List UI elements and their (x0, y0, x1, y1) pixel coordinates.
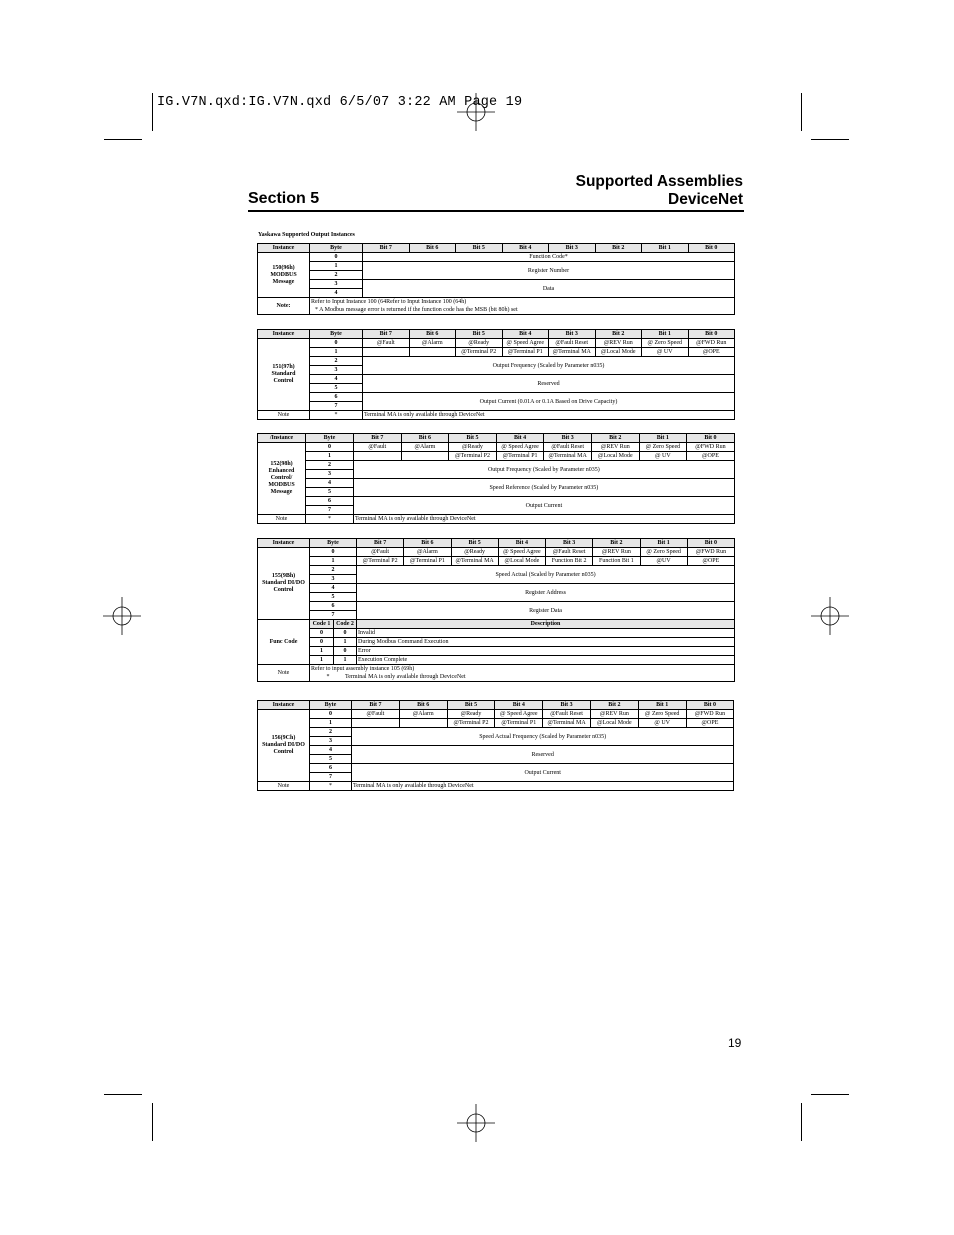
bit-cell: @ Zero Speed (638, 710, 686, 719)
output-frequency-cell: Output Frequency (Scaled by Parameter n035) (354, 461, 735, 479)
table-row (258, 584, 735, 593)
col-header: Bit 4 (498, 539, 545, 548)
registration-mark-icon (457, 1104, 495, 1142)
byte-cell: 5 (306, 488, 354, 497)
note-row (258, 515, 735, 524)
table-row (258, 497, 735, 506)
bit-cell: @Terminal MA (549, 348, 596, 357)
byte-cell: 3 (310, 737, 352, 746)
col-header: Bit 5 (449, 434, 497, 443)
table-row (258, 280, 735, 289)
note-star: * (306, 515, 354, 524)
description-cell: During Modbus Command Execution (357, 638, 735, 647)
col-header: Bit 0 (688, 244, 735, 253)
func-code-row (258, 656, 735, 665)
output-current-cell: Output Current (354, 497, 735, 515)
col-header: Bit 6 (409, 244, 456, 253)
col-header: Instance (258, 539, 310, 548)
byte-cell: 4 (310, 289, 363, 298)
col-header: /Instance (258, 434, 306, 443)
speed-actual-frequency-cell: Speed Actual Frequency (Scaled by Parameter n035) (352, 728, 734, 746)
bit-cell: @ Zero Speed (640, 548, 687, 557)
byte-cell: 1 (306, 452, 354, 461)
bit-cell: @REV Run (593, 548, 640, 557)
byte-cell: 1 (310, 719, 352, 728)
title-line-2: DeviceNet (668, 191, 743, 208)
byte-cell: 7 (310, 773, 352, 782)
reserved-cell: Reserved (352, 746, 734, 764)
section-label: Section 5 (248, 190, 320, 207)
bit-cell: @ Speed Agree (502, 339, 549, 348)
title-line-1: Supported Assemblies (575, 173, 743, 190)
note-text: Terminal MA is only available through DeviceNet (352, 782, 734, 791)
note-row (258, 411, 735, 420)
table-row (258, 557, 735, 566)
bit-cell: @Terminal MA (543, 719, 591, 728)
col-header: Bit 6 (401, 434, 449, 443)
col-header: Byte (310, 701, 352, 710)
table-caption: Yaskawa Supported Output Instances (258, 232, 355, 238)
byte-cell: 1 (310, 262, 363, 271)
col-header: Bit 1 (642, 244, 689, 253)
col-header: Bit 4 (495, 701, 543, 710)
byte-cell: 1 (310, 348, 363, 357)
note-label: Note: (258, 298, 310, 315)
data-cell: Data (363, 280, 735, 298)
bit-cell: @Alarm (401, 443, 449, 452)
instance-cell: 155(9Bh) Standard DI/DO Control (258, 548, 310, 620)
table-row (258, 253, 735, 262)
table-row (258, 602, 735, 611)
note-text: Terminal MA is only available through DeviceNet (363, 411, 735, 420)
table-header-row (258, 434, 735, 443)
func-code-row (258, 629, 735, 638)
note-star: * (310, 782, 352, 791)
col-header: Bit 3 (546, 539, 593, 548)
byte-cell: 5 (310, 384, 363, 393)
table-row (258, 728, 734, 737)
instance-151-table (257, 329, 735, 420)
byte-cell: 0 (310, 710, 352, 719)
bit-cell: @Terminal MA (544, 452, 592, 461)
note-row (258, 298, 735, 315)
instance-cell: 150(96h) MODBUS Message (258, 253, 310, 298)
func-code-header-row (258, 620, 735, 629)
col-header: Bit 7 (363, 244, 410, 253)
function-code-cell: Function Code* (363, 253, 735, 262)
table-row (258, 452, 735, 461)
bit-cell: @OPE (688, 348, 735, 357)
table-row (258, 764, 734, 773)
bit-cell (363, 348, 410, 357)
col-header: Bit 2 (595, 244, 642, 253)
bit-cell: @Fault (352, 710, 400, 719)
table-row (258, 746, 734, 755)
bit-cell: @ Zero Speed (642, 339, 689, 348)
bit-cell: @Terminal P1 (404, 557, 451, 566)
byte-cell: 0 (310, 548, 357, 557)
table-row (258, 479, 735, 488)
byte-cell: 4 (306, 479, 354, 488)
bit-cell: @Alarm (404, 548, 451, 557)
speed-reference-cell: Speed Reference (Scaled by Parameter n035) (354, 479, 735, 497)
speed-actual-cell: Speed Actual (Scaled by Parameter n035) (357, 566, 735, 584)
bit-cell: @Local Mode (591, 452, 639, 461)
bit-cell: @REV Run (590, 710, 638, 719)
byte-cell: 2 (310, 728, 352, 737)
bit-cell: @REV Run (595, 339, 642, 348)
instance-155-table (257, 538, 735, 682)
instance-150-table (257, 243, 735, 315)
func-code-row (258, 647, 735, 656)
byte-cell: 4 (310, 746, 352, 755)
byte-cell: 3 (306, 470, 354, 479)
page-number: 19 (728, 1036, 742, 1050)
func-code-row (258, 638, 735, 647)
note-row (258, 665, 735, 682)
note-star: * (310, 411, 363, 420)
bit-cell: @Fault (357, 548, 404, 557)
code-1-cell: 0 (310, 638, 334, 647)
byte-cell: 6 (310, 764, 352, 773)
crop-mark (104, 1094, 142, 1095)
description-cell: Execution Complete (357, 656, 735, 665)
bit-cell: @REV Run (591, 443, 639, 452)
table-header-row (258, 701, 734, 710)
bit-cell: @Terminal P2 (357, 557, 404, 566)
byte-cell: 3 (310, 366, 363, 375)
output-current-cell: Output Current (0.01A or 0.1A Based on Drive Capacity) (363, 393, 735, 411)
bit-cell: @ UV (639, 452, 687, 461)
reserved-cell: Reserved (363, 375, 735, 393)
output-frequency-cell: Output Frequency (Scaled by Parameter n035) (363, 357, 735, 375)
col-header: Bit 4 (502, 244, 549, 253)
table-header-row (258, 244, 735, 253)
bit-cell: @Terminal P2 (447, 719, 495, 728)
col-header: Bit 0 (688, 330, 735, 339)
bit-cell: Function Bit 2 (546, 557, 593, 566)
table-row (258, 375, 735, 384)
bit-cell: @Terminal P2 (449, 452, 497, 461)
code-2-cell: 1 (334, 656, 357, 665)
description-cell: Invalid (357, 629, 735, 638)
instance-cell: 156(9Ch) Standard DI/DO Control (258, 710, 310, 782)
note-line-2: * Terminal MA is only available through DeviceNet (326, 674, 466, 680)
bit-cell: @Fault (354, 443, 402, 452)
page-title (576, 173, 743, 209)
crop-mark (801, 1103, 802, 1141)
col-header: Instance (258, 701, 310, 710)
col-header: Bit 7 (357, 539, 404, 548)
register-data-cell: Register Data (357, 602, 735, 620)
note-row (258, 782, 734, 791)
table-row (258, 566, 735, 575)
bit-cell: @Terminal P1 (502, 348, 549, 357)
byte-cell: 0 (310, 339, 363, 348)
note-label: Note (258, 665, 310, 682)
col-header: Byte (306, 434, 354, 443)
byte-cell: 5 (310, 593, 357, 602)
crop-mark (811, 139, 849, 140)
registration-mark-icon (103, 597, 141, 635)
bit-cell: Function Bit 1 (593, 557, 640, 566)
col-header: Bit 2 (595, 330, 642, 339)
byte-cell: 7 (306, 506, 354, 515)
col-header: Bit 1 (642, 330, 689, 339)
bit-cell: @Ready (449, 443, 497, 452)
col-header: Bit 2 (593, 539, 640, 548)
crop-mark (152, 1103, 153, 1141)
bit-cell: @Terminal P1 (495, 719, 543, 728)
bit-cell: @Fault Reset (546, 548, 593, 557)
table-row (258, 461, 735, 470)
col-header: Instance (258, 244, 310, 253)
note-text: Refer to Input Instance 100 (64Refer to Input Instance 100 (64h) * A Modbus message error is returned if the function code has the MSB (bit 80h) set (310, 298, 735, 315)
col-header: Bit 4 (496, 434, 544, 443)
col-header: Bit 0 (687, 539, 734, 548)
bit-cell: @Fault Reset (544, 443, 592, 452)
table-row (258, 393, 735, 402)
output-current-cell: Output Current (352, 764, 734, 782)
bit-cell: @Ready (456, 339, 503, 348)
note-label: Note (258, 411, 310, 420)
code-1-header: Code 1 (310, 620, 334, 629)
bit-cell (352, 719, 400, 728)
byte-cell: 2 (310, 566, 357, 575)
instance-156-table (257, 700, 734, 791)
register-number-cell: Register Number (363, 262, 735, 280)
header-rule (248, 210, 744, 212)
bit-cell: @Ready (451, 548, 498, 557)
col-header: Bit 5 (456, 244, 503, 253)
byte-cell: 2 (310, 271, 363, 280)
bit-cell: @OPE (687, 557, 734, 566)
bit-cell: @ Speed Agree (495, 710, 543, 719)
bit-cell: @Local Mode (595, 348, 642, 357)
bit-cell: @OPE (687, 452, 735, 461)
col-header: Bit 4 (502, 330, 549, 339)
registration-mark-icon (811, 597, 849, 635)
col-header: Byte (310, 330, 363, 339)
note-label: Note (258, 782, 310, 791)
byte-cell: 6 (310, 602, 357, 611)
table-row (258, 548, 735, 557)
col-header: Bit 1 (638, 701, 686, 710)
bit-cell: @Terminal P1 (496, 452, 544, 461)
col-header: Bit 5 (451, 539, 498, 548)
col-header: Bit 7 (354, 434, 402, 443)
col-header: Bit 6 (399, 701, 447, 710)
col-header: Bit 1 (639, 434, 687, 443)
bit-cell (354, 452, 402, 461)
byte-cell: 6 (306, 497, 354, 506)
note-text: Refer to input assembly instance 105 (69h) * Terminal MA is only available through DeviceNet (310, 665, 735, 682)
instance-cell: 151(97h) Standard Control (258, 339, 310, 411)
col-header: Bit 0 (687, 434, 735, 443)
crop-mark (152, 93, 153, 131)
bit-cell: @ UV (642, 348, 689, 357)
bit-cell: @FWD Run (686, 710, 734, 719)
slug-line: IG.V7N.qxd:IG.V7N.qxd 6/5/07 3:22 AM Page 19 (157, 95, 523, 110)
bit-cell: @OPE (686, 719, 734, 728)
code-2-header: Code 2 (334, 620, 357, 629)
byte-cell: 2 (310, 357, 363, 366)
bit-cell: @FWD Run (687, 548, 734, 557)
bit-cell: @FWD Run (687, 443, 735, 452)
func-code-label: Func Code (258, 620, 310, 665)
col-header: Bit 7 (352, 701, 400, 710)
col-header: Bit 0 (686, 701, 734, 710)
description-header: Description (357, 620, 735, 629)
bit-cell: @ UV (638, 719, 686, 728)
code-1-cell: 0 (310, 629, 334, 638)
register-address-cell: Register Address (357, 584, 735, 602)
table-row (258, 348, 735, 357)
byte-cell: 3 (310, 575, 357, 584)
crop-mark (811, 1094, 849, 1095)
bit-cell: @ Speed Agree (498, 548, 545, 557)
col-header: Bit 6 (404, 539, 451, 548)
bit-cell: @FWD Run (688, 339, 735, 348)
col-header: Bit 3 (549, 244, 596, 253)
byte-cell: 7 (310, 611, 357, 620)
table-row (258, 443, 735, 452)
bit-cell: @UV (640, 557, 687, 566)
col-header: Bit 5 (456, 330, 503, 339)
byte-cell: 4 (310, 584, 357, 593)
bit-cell: @Alarm (399, 710, 447, 719)
col-header: Bit 2 (591, 434, 639, 443)
instance-cell: 152(98h) Enhanced Control/ MODBUS Message (258, 443, 306, 515)
col-header: Byte (310, 539, 357, 548)
col-header: Bit 5 (447, 701, 495, 710)
col-header: Bit 2 (590, 701, 638, 710)
bit-cell: @Terminal P2 (456, 348, 503, 357)
byte-cell: 3 (310, 280, 363, 289)
table-header-row (258, 330, 735, 339)
table-row (258, 719, 734, 728)
table-row (258, 710, 734, 719)
bit-cell: @ Zero Speed (639, 443, 687, 452)
byte-cell: 6 (310, 393, 363, 402)
registration-mark-icon (457, 93, 495, 131)
col-header: Bit 6 (409, 330, 456, 339)
byte-cell: 4 (310, 375, 363, 384)
bit-cell: @Fault Reset (549, 339, 596, 348)
crop-mark (104, 139, 142, 140)
byte-cell: 2 (306, 461, 354, 470)
byte-cell: 0 (310, 253, 363, 262)
note-text: Terminal MA is only available through DeviceNet (354, 515, 735, 524)
code-2-cell: 1 (334, 638, 357, 647)
byte-cell: 7 (310, 402, 363, 411)
byte-cell: 1 (310, 557, 357, 566)
code-2-cell: 0 (334, 647, 357, 656)
col-header: Bit 3 (543, 701, 591, 710)
code-1-cell: 1 (310, 647, 334, 656)
bit-cell: @Fault (363, 339, 410, 348)
bit-cell: @Ready (447, 710, 495, 719)
byte-cell: 5 (310, 755, 352, 764)
col-header: Bit 3 (549, 330, 596, 339)
table-row (258, 339, 735, 348)
description-cell: Error (357, 647, 735, 656)
table-row (258, 262, 735, 271)
col-header: Instance (258, 330, 310, 339)
col-header: Bit 3 (544, 434, 592, 443)
bit-cell: @Local Mode (590, 719, 638, 728)
bit-cell (401, 452, 449, 461)
byte-cell: 0 (306, 443, 354, 452)
table-header-row (258, 539, 735, 548)
bit-cell: @Local Mode (498, 557, 545, 566)
bit-cell (399, 719, 447, 728)
bit-cell (409, 348, 456, 357)
bit-cell: @Terminal MA (451, 557, 498, 566)
col-header: Bit 7 (363, 330, 410, 339)
instance-152-table (257, 433, 735, 524)
table-row (258, 357, 735, 366)
bit-cell: @ Speed Agree (496, 443, 544, 452)
code-2-cell: 0 (334, 629, 357, 638)
note-label: Note (258, 515, 306, 524)
bit-cell: @Fault Reset (543, 710, 591, 719)
bit-cell: @Alarm (409, 339, 456, 348)
col-header: Bit 1 (640, 539, 687, 548)
code-1-cell: 1 (310, 656, 334, 665)
crop-mark (801, 93, 802, 131)
col-header: Byte (310, 244, 363, 253)
